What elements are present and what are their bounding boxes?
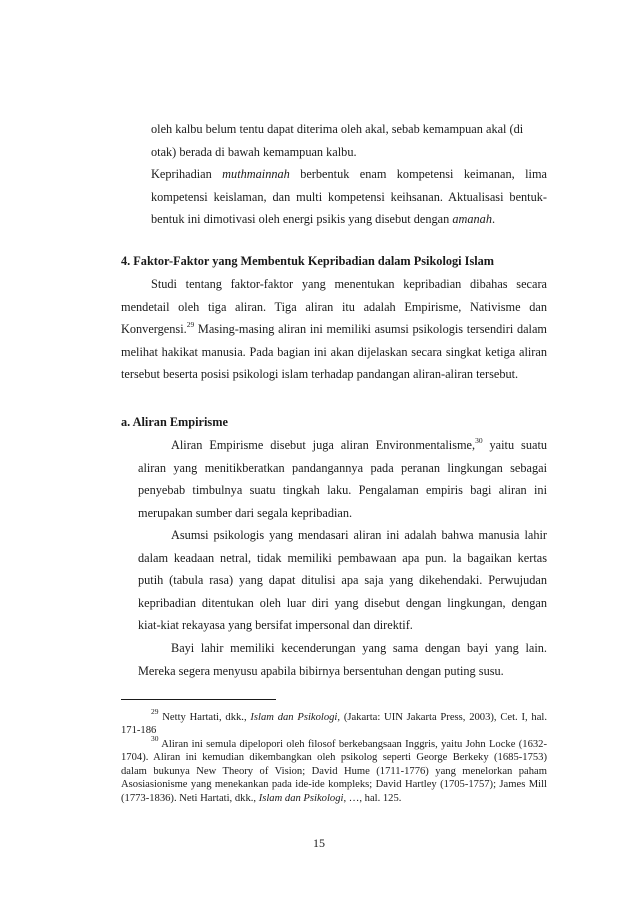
italic-title: Islam dan Psikologi, xyxy=(250,712,341,723)
text-run: Keprihadian xyxy=(151,167,212,181)
text-run: , …, hal. 125. xyxy=(343,792,402,804)
subsection-heading: a. Aliran Empirisme xyxy=(121,415,228,429)
italic-term: muthmainnah xyxy=(222,167,290,181)
footnote-ref: 30 xyxy=(475,435,483,445)
page-number: 15 xyxy=(313,836,325,850)
paragraph-empirisme-3 xyxy=(138,637,547,682)
paragraph-continuation xyxy=(151,118,547,163)
text-run: Masing-masing aliran ini memiliki asumsi psikologis tersendiri dalam melihat hakikat manusia. Pada bagian ini akan dijelaskan secara singkat ketiga aliran tersebut beserta posisi psikologi islam terhadap pandangan aliran-aliran tersebut. xyxy=(121,322,547,381)
text-run: (Jakarta: UIN Jakarta Press, 2003), Cet. I, hal. 171-186 xyxy=(121,712,547,737)
paragraph-kepribadian-muthmainnah xyxy=(151,163,547,231)
text-run: berbentuk enam kompetensi keimanan, lima kompetensi keislaman, dan multi kompetensi keihsanan. Aktualisasi bentuk-bentuk ini dimotivasi oleh energi psikis yang disebut dengan xyxy=(151,167,547,226)
paragraph-empirisme-2 xyxy=(138,524,547,637)
text-run: . xyxy=(491,212,496,226)
paragraph-section4 xyxy=(121,273,547,386)
footnote-separator xyxy=(121,699,276,700)
footnote-number: 30 xyxy=(151,734,159,744)
italic-term: amanah xyxy=(452,212,492,226)
text-run: Aliran Empirisme disebut juga aliran Environmentalisme, xyxy=(171,438,476,452)
text-run: Aliran ini semula dipelopori oleh filosof berkebangsaan Inggris, yaitu John Locke (1632-1704). Aliran ini kemudian dikembangkan oleh psikolog seperti George Berkeky (1685-1753) dalam bukunya New Theory of Vision; David Hume (1711-1776) yang menelorkan paham Asosiasionisme yang menekankan pada ide-ide kompleks; David Hartley (1705-1757); James Mill (1773-1836). Neti Hartati, dkk., xyxy=(121,739,547,804)
footnote-number: 29 xyxy=(151,707,159,717)
section-heading: 4. Faktor-Faktor yang Membentuk Kepribadian dalam Psikologi Islam xyxy=(121,254,495,268)
footnote-ref: 29 xyxy=(186,319,195,329)
paragraph-empirisme-1 xyxy=(138,434,547,524)
text-line: oleh kalbu belum tentu dapat diterima oleh akal, sebab kemampuan akal (di xyxy=(151,122,524,136)
text-run: Studi tentang faktor-faktor yang menentukan kepribadian dibahas secara mendetail oleh tiga aliran. Tiga aliran itu adalah Empirisme, Nativisme dan Konvergensi. xyxy=(121,277,547,336)
italic-title: Islam dan Psikologi xyxy=(258,792,344,804)
text-line: otak) berada di bawah kemampuan kalbu. xyxy=(151,144,357,159)
text-run: Netty Hartati, dkk., xyxy=(162,712,247,723)
text-run: yaitu suatu aliran yang menitikberatkan pandangannya pada peranan lingkungan sebagai penyebab timbulnya suatu tingkah laku. Pengalaman empiris bagi aliran ini merupakan sumber dari segala kepribadian. xyxy=(138,438,548,520)
footnote-29 xyxy=(121,707,547,738)
text-run: Asumsi psikologis yang mendasari aliran ini adalah bahwa manusia lahir dalam keadaan netral, tidak memiliki pembawaan apa pun. la bagaikan kertas putih (tabula rasa) yang dapat ditulisi apa saja yang dikehendaki. Perwujudan kepribadian ditentukan oleh luar diri yang disebut dengan lingkungan, dengan kiat-kiat rekayasa yang bersifat impersonal dan direktif. xyxy=(138,528,547,632)
footnote-30 xyxy=(121,734,547,805)
text-run: Bayi lahir memiliki kecenderungan yang sama dengan bayi yang lain. Mereka segera menyusu apabila bibirnya bersentuhan dengan puting susu. xyxy=(138,641,547,678)
